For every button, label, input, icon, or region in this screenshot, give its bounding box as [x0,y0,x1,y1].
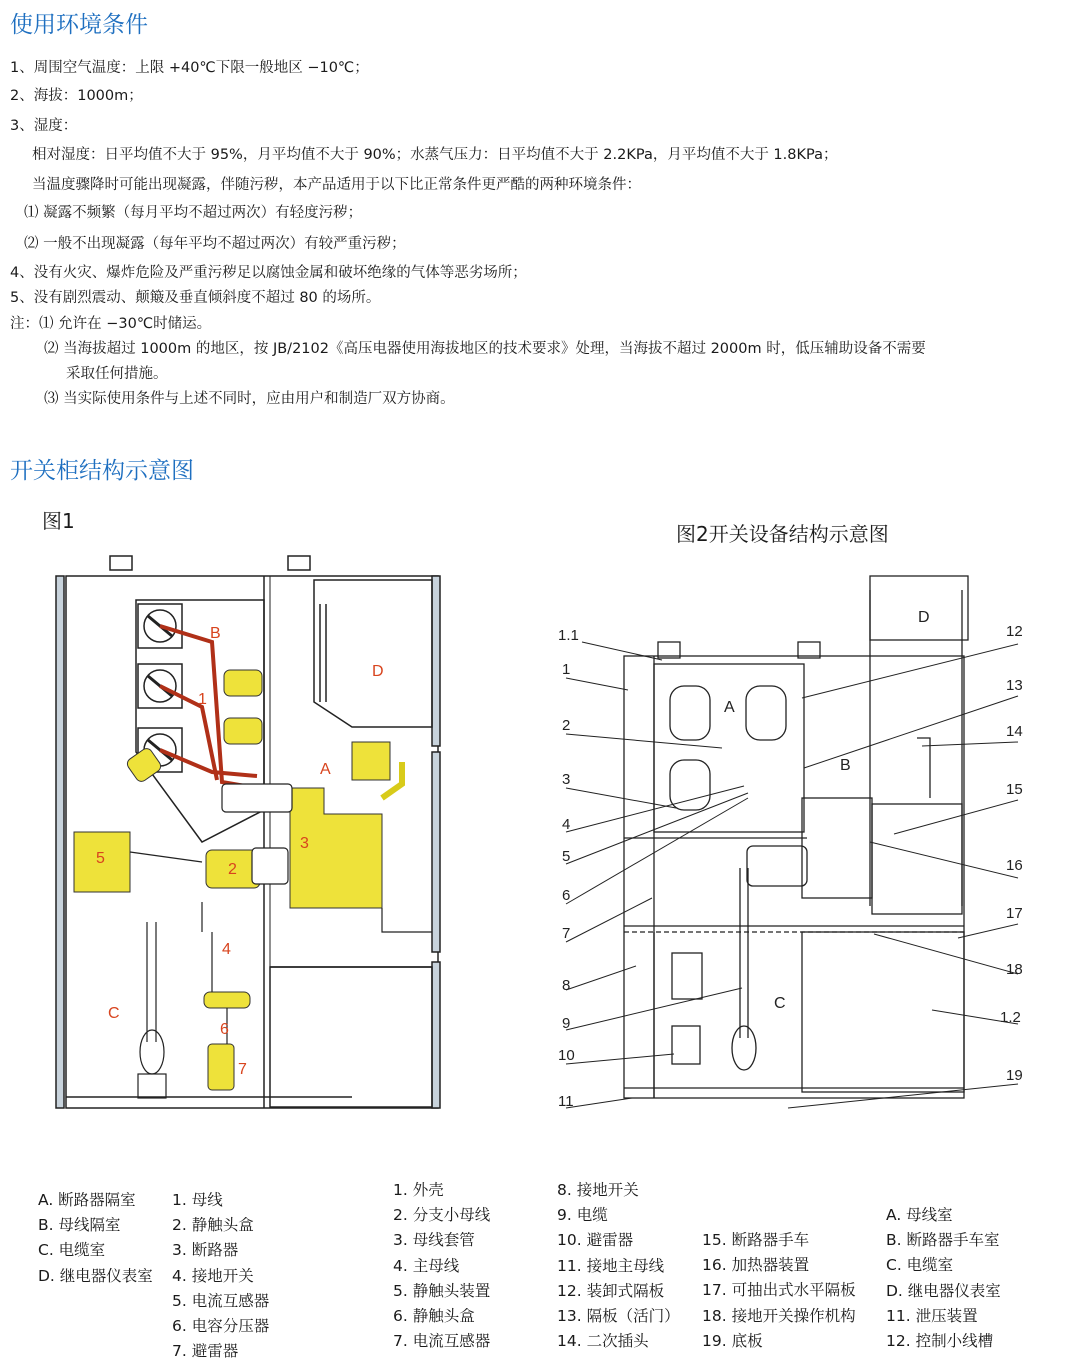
legend-item: A. 母线室 [886,1206,953,1224]
fig2-callout: 9 [562,1015,571,1032]
fig1-label-a: A [320,761,331,778]
fig2-callout: 1 [562,661,571,678]
legend-item: 9. 电缆 [557,1206,608,1225]
fig1-label-6: 6 [220,1021,229,1038]
fig2-callout: 4 [562,816,571,833]
legend-item: 17. 可抽出式水平隔板 [702,1281,856,1300]
fig2-callout: 7 [562,925,571,942]
fig2-callout: 16 [1006,857,1023,874]
legend-item: 12. 控制小线槽 [886,1331,994,1350]
note-line: 注：⑴ 允许在 −30℃时储运。 [10,316,212,332]
note-line: 采取任何措施。 [66,366,168,382]
figure1-switchgear-diagram [52,552,452,1112]
fig2-label-b: B [840,757,851,774]
fig2-callout: 3 [562,771,571,788]
fig1-label-7: 7 [238,1061,247,1078]
legend-item: 6. 静触头盒 [393,1306,475,1325]
fig2-callout: 13 [1006,677,1023,694]
legend-item: 18. 接地开关操作机构 [702,1306,856,1325]
legend-item: B. 断路器手车室 [886,1231,1000,1250]
fig2-callout: 10 [558,1047,575,1064]
fig1-label-1: 1 [198,691,207,708]
legend-item: 5. 电流互感器 [172,1291,270,1310]
legend-item: 6. 电容分压器 [172,1316,270,1335]
legend-item: 7. 电流互感器 [393,1332,491,1351]
legend-item: 11. 接地主母线 [557,1256,665,1275]
fig2-callout: 12 [1006,623,1023,640]
legend-item: 4. 接地开关 [172,1266,254,1285]
env-line: 3、湿度： [10,118,78,134]
fig2-callout: 6 [562,887,571,904]
fig1-legend-compartments [38,1188,153,1289]
fig2-label-c: C [774,995,786,1012]
env-line: 4、没有火灾、爆炸危险及严重污秽足以腐蚀金属和破坏绝缘的气体等恶劣场所； [10,265,527,281]
env-line: ⑵ 一般不出现凝露（每年平均不超过两次）有较严重污秽； [24,236,406,252]
fig1-label-4: 4 [222,941,231,958]
legend-item: 16. 加热器装置 [702,1256,810,1275]
section-title-structure: 开关柜结构示意图 [10,458,194,484]
legend-item: 2. 分支小母线 [393,1206,491,1225]
figure2-switchgear-diagram [552,568,1052,1128]
legend-item: D. 继电器仪表室 [886,1281,1001,1300]
note-line: ⑶ 当实际使用条件与上述不同时，应由用户和制造厂双方协商。 [44,391,455,407]
fig1-label-b: B [210,625,221,642]
legend-item: 2. 静触头盒 [172,1216,254,1235]
legend-item: 1. 外壳 [393,1181,444,1199]
fig2-callout: 1.1 [558,627,579,644]
fig2-callout: 14 [1006,723,1023,740]
fig2-callout: 18 [1006,961,1023,978]
section-title-environment: 使用环境条件 [10,12,148,38]
fig2-callout: 8 [562,977,571,994]
legend-item: 3. 断路器 [172,1241,239,1260]
legend-item: 11. 泄压装置 [886,1306,978,1325]
note-line: ⑵ 当海拔超过 1000m 的地区，按 JB/2102《高压电器使用海拔地区的技术要求》处理，当海拔不超过 2000m 时，低压辅助设备不需要 [44,341,926,357]
legend-item: 14. 二次插头 [557,1332,649,1351]
legend-item: 12. 装卸式隔板 [557,1281,665,1300]
env-line: 5、没有剧烈震动、颠簸及垂直倾斜度不超过 80 的场所。 [10,290,381,306]
legend-item: B. 母线隔室 [38,1216,121,1235]
fig2-callout: 19 [1006,1067,1023,1084]
fig2-callout: 5 [562,848,571,865]
fig2-label-d: D [918,609,930,626]
fig2-legend-col4 [886,1203,1001,1354]
fig2-legend-col2 [557,1178,680,1354]
legend-item: 5. 静触头装置 [393,1281,491,1300]
fig2-callout: 17 [1006,905,1023,922]
legend-item: 8. 接地开关 [557,1181,639,1199]
legend-item: 4. 主母线 [393,1256,460,1275]
legend-item: C. 电缆室 [886,1256,954,1275]
fig1-label-c: C [108,1005,120,1022]
legend-item: 10. 避雷器 [557,1231,634,1250]
env-line: 1、周围空气温度：上限 +40℃下限一般地区 −10℃； [10,60,369,76]
env-line: 相对湿度：日平均值不大于 95%，月平均值不大于 90%；水蒸气压力：日平均值不大于 2.2KPa，月平均值不大于 1.8KPa； [32,147,838,163]
figure1-caption: 图1 [42,509,75,533]
fig2-callout: 11 [558,1093,574,1110]
fig1-label-d: D [372,663,384,680]
fig2-callout: 2 [562,717,571,734]
fig2-legend-col3 [702,1228,856,1354]
legend-item: C. 电缆室 [38,1241,106,1260]
fig1-label-2: 2 [228,861,237,878]
figure2-caption: 图2开关设备结构示意图 [676,522,889,546]
fig2-legend-col1 [393,1178,490,1354]
fig1-label-3: 3 [300,835,309,852]
legend-item: D. 继电器仪表室 [38,1266,153,1285]
fig2-callout: 1.2 [1000,1009,1021,1026]
env-line: 当温度骤降时可能出现凝露，伴随污秽，本产品适用于以下比正常条件更严酷的两种环境条件： [32,177,641,193]
legend-item: 7. 避雷器 [172,1342,239,1361]
env-line: 2、海拔：1000m； [10,88,143,104]
fig1-label-5: 5 [96,850,105,867]
fig1-legend-parts [172,1188,269,1364]
legend-item: A. 断路器隔室 [38,1191,136,1209]
fig2-label-a: A [724,699,735,716]
legend-item: 3. 母线套管 [393,1231,475,1250]
legend-item: 19. 底板 [702,1331,763,1350]
fig2-callout: 15 [1006,781,1023,798]
legend-item: 1. 母线 [172,1191,223,1209]
env-line: ⑴ 凝露不频繁（每月平均不超过两次）有轻度污秽； [24,205,363,221]
legend-item: 15. 断路器手车 [702,1231,810,1249]
legend-item: 13. 隔板（活门） [557,1306,680,1325]
